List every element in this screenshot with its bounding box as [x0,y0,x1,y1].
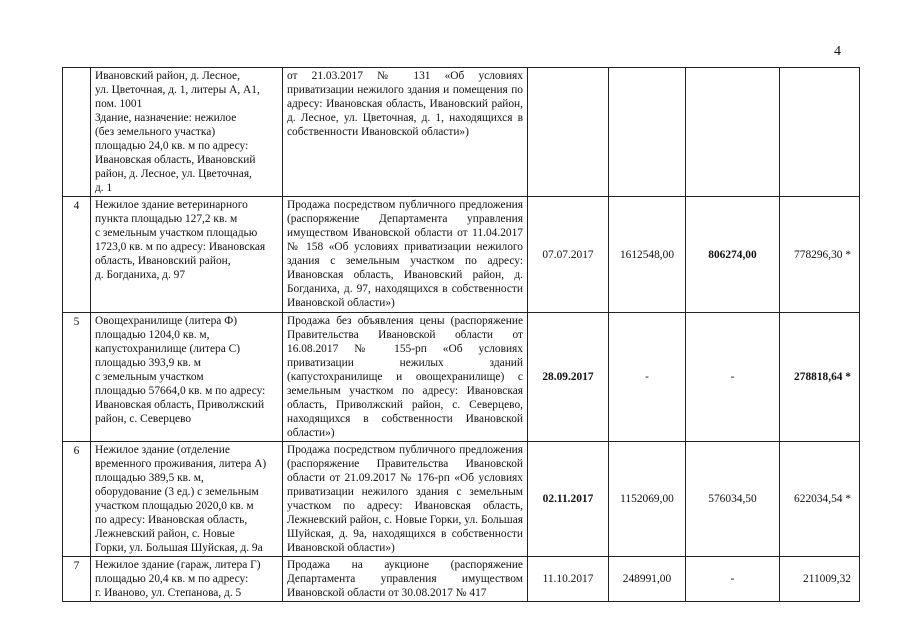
sale-method-cell: Продажа посредством публичного предложения (распоряжение Правительства Ивановской области от 21.09.2017 № 176-рп «Об условиях приватизации нежилого здания с земельным участком по адресу: Ивановская область, Лежневский район, с. Новые Горки, ул. Большая Шуйская, д. 9а, находящихся в собственности Ивановской области») [283,442,528,557]
object-description-line: (без земельного участка) [95,126,216,138]
sale-price-cell: 778296,30 * [780,197,860,313]
object-description-cell [91,197,283,313]
object-description-line: по адресу: Ивановская область, [95,514,248,526]
sale-date-cell: 11.10.2017 [528,557,609,602]
sale-method-cell: Продажа на аукционе (распоряжение Департамента управления имуществом Ивановской области от 30.08.2017 № 417 [283,557,528,602]
object-description-line: площадью 57664,0 кв. м по адресу: [95,385,266,397]
initial-price-cell: 1612548,00 [609,197,686,313]
row-number-cell: 5 [63,313,91,442]
object-description-line: временного проживания, литера А) [95,458,267,470]
sale-method-cell: Продажа без объявления цены (распоряжение Правительства Ивановской области от 16.08.2017 № 155-рп «Об условиях приватизации нежилых зданий (капустохранилище и овощехранилище) с земельным участком по адресу: Ивановская область, Приволжский район, с. Северцево, находящихся в собственности Ивановской области») [283,313,528,442]
object-description-cell [91,68,283,197]
object-description-line: площадью 1204,0 кв. м, [95,329,210,341]
object-description-line: г. Иваново, ул. Степанова, д. 5 [95,587,242,599]
object-description-line: д. Богданиха, д. 97 [95,269,186,281]
sale-price-cell: 622034,54 * [780,442,860,557]
object-description-line: Ивановская область, Приволжский [95,399,265,411]
object-description-line: оборудование (3 ед.) с земельным [95,486,259,498]
sale-price-cell: 211009,32 [780,557,860,602]
table-row [63,313,860,442]
minimum-price-cell [686,68,780,197]
object-description-line: ул. Цветочная, д. 1, литеры А, А1, [95,84,260,96]
initial-price-cell [609,68,686,197]
sale-price-cell [780,68,860,197]
object-description-line: участком площадью 2020,0 кв. м [95,500,254,512]
object-description-line: площадью 389,5 кв. м, [95,472,204,484]
object-description-cell [91,557,283,602]
table-row [63,68,860,197]
sale-method-cell: от 21.03.2017 № 131 «Об условиях приватизации нежилого здания и помещения по адресу: Ивановская область, Ивановский район, д. Лесное, ул. Цветочная, д. 1, находящихся в собственности Ивановской области») [283,68,528,197]
object-description-line: д. 1 [95,182,113,194]
object-description-line: капустохранилище (литера С) [95,343,241,355]
object-description-line: 1723,0 кв. м по адресу: Ивановская [95,241,266,253]
object-description-line: Ивановская область, Ивановский [95,154,256,166]
object-description-line: пом. 1001 [95,98,143,110]
object-description-line: Ивановский район, д. Лесное, [95,70,240,82]
table-row [63,197,860,313]
table-row [63,557,860,602]
minimum-price-cell: 806274,00 [686,197,780,313]
object-description-line: Здание, назначение: нежилое [95,112,237,124]
table-row [63,442,860,557]
object-description-line: Нежилое здание ветеринарного [95,199,248,211]
page-number: 4 [834,44,841,59]
sale-date-cell [528,68,609,197]
object-description-line: район, д. Лесное, ул. Цветочная, [95,168,252,180]
initial-price-cell: 1152069,00 [609,442,686,557]
object-description-line: площадью 24,0 кв. м по адресу: [95,140,249,152]
row-number-cell [63,68,91,197]
object-description-line: площадью 20,4 кв. м по адресу: [95,573,249,585]
row-number-cell: 6 [63,442,91,557]
object-description-line: Горки, ул. Большая Шуйская, д. 9а [95,542,263,554]
object-description-line: с земельным участком [95,371,204,383]
object-description-line: пункта площадью 127,2 кв. м [95,213,238,225]
object-description-line: район, с. Северцево [95,413,192,425]
object-description-cell [91,313,283,442]
privatization-table [62,67,860,602]
object-description-line: Лежневский район, с. Новые [95,528,235,540]
sale-date-cell: 07.07.2017 [528,197,609,313]
object-description-line: Нежилое здание (отделение [95,444,230,456]
sale-method-cell: Продажа посредством публичного предложения (распоряжение Департамента управления имуществом Ивановской области от 11.04.2017 № 158 «Об условиях приватизации нежилого здания с земельным участком по адресу: Ивановская область, Ивановский район, д. Богданиха, д. 97, находящихся в собственности Ивановской области») [283,197,528,313]
minimum-price-cell: - [686,313,780,442]
object-description-line: Нежилое здание (гараж, литера Г) [95,559,261,571]
row-number-cell: 7 [63,557,91,602]
sale-date-cell: 02.11.2017 [528,442,609,557]
object-description-line: с земельным участком площадью [95,227,258,239]
initial-price-cell: - [609,313,686,442]
sale-date-cell: 28.09.2017 [528,313,609,442]
row-number-cell: 4 [63,197,91,313]
object-description-line: площадью 393,9 кв. м [95,357,201,369]
object-description-line: Овощехранилище (литера Ф) [95,315,237,327]
table-body [63,68,860,602]
initial-price-cell: 248991,00 [609,557,686,602]
minimum-price-cell: - [686,557,780,602]
minimum-price-cell: 576034,50 [686,442,780,557]
object-description-line: область, Ивановский район, [95,255,231,267]
sale-price-cell: 278818,64 * [780,313,860,442]
object-description-cell [91,442,283,557]
